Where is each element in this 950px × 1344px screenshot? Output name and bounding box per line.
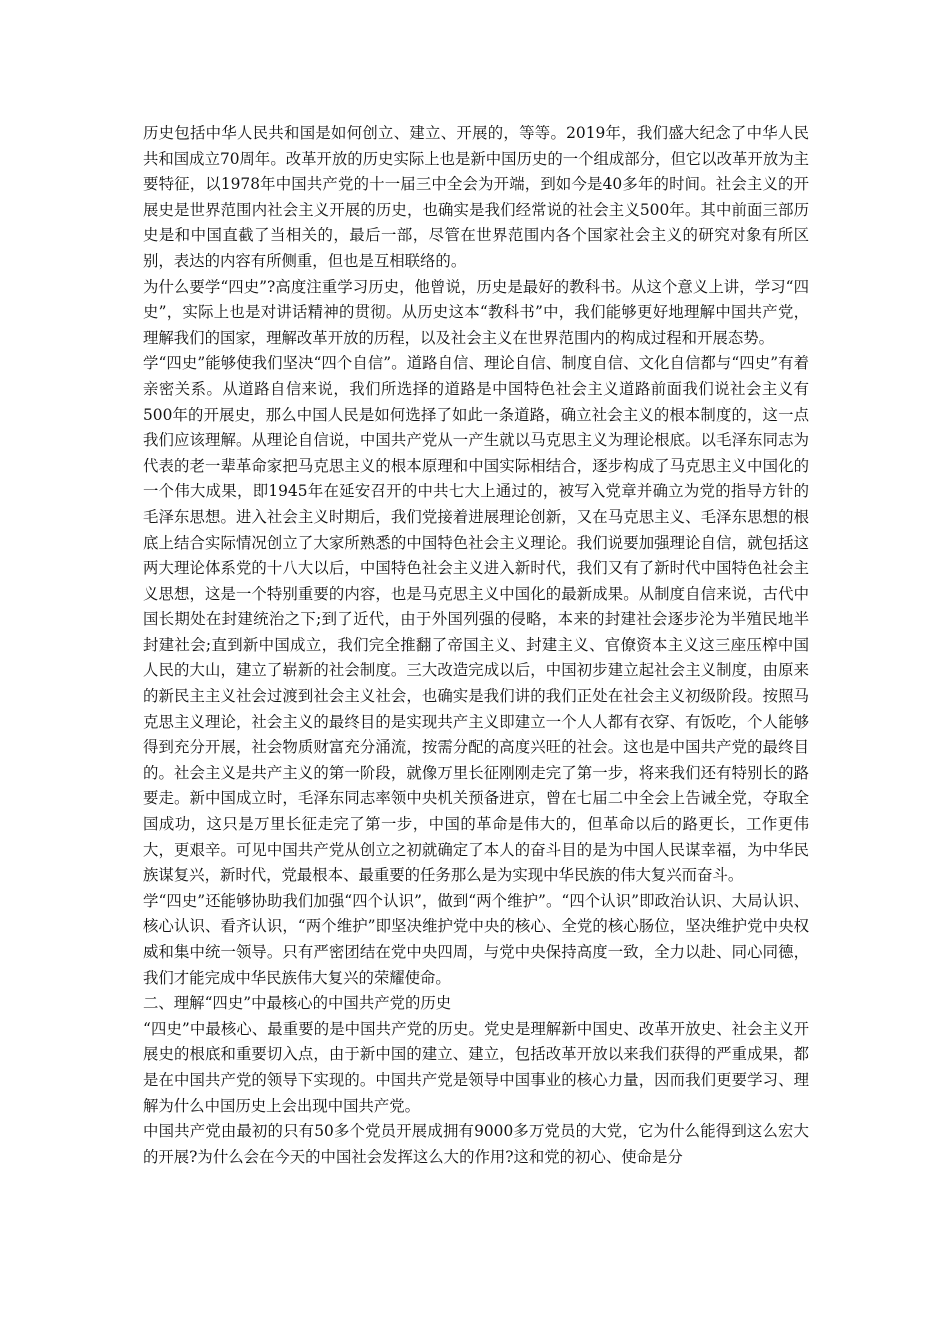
section-heading: 二、理解“四史”中最核心的中国共产党的历史 bbox=[143, 994, 452, 1013]
paragraph-3: 学“四史”能够使我们坚决“四个自信”。道路自信、理论自信、制度自信、文化自信都与“四史”有着亲密关系。从道路自信来说，我们所选择的道路是中国特色社会主义道路前面我们说社会主义有500年的开展史，那么中国人民是如何选择了如此一条道路，确立社会主义的根本制度的，这一点我们应该理解。从理论自信说，中国共产党从一产生就以马克思主义为理论根底。以毛泽东同志为代表的老一辈革命家把马克思主义的根本原理和中国实际相结合，逐步构成了马克思主义中国化的一个伟大成果，即1945年在延安召开的中共七大上通过的，被写入党章并确立为党的指导方针的毛泽东思想。进入社会主义时期后，我们党接着进展理论创新，又在马克思主义、毛泽东思想的根底上结合实际情况创立了大家所熟悉的中国特色社会主义理论。我们说要加强理论自信，就包括这两大理论体系党的十八大以后，中国特色社会主义进入新时代，我们又有了新时代中国特色社会主义思想，这是一个特别重要的内容，也是马克思主义中国化的最新成果。从制度自信来说，古代中国长期处在封建统治之下;到了近代，由于外国列强的侵略，本来的封建社会逐步沦为半殖民地半封建社会;直到新中国成立，我们完全推翻了帝国主义、封建主义、官僚资本主义这三座压榨中国人民的大山，建立了崭新的社会制度。三大改造完成以后，中国初步建立起社会主义制度，由原来的新民主主义社会过渡到社会主义社会，也确实是我们讲的我们正处在社会主义初级阶段。按照马克思主义理论，社会主义的最终目的是实现共产主义即建立一个人人都有衣穿、有饭吃，个人能够得到充分开展，社会物质财富充分涌流，按需分配的高度兴旺的社会。这也是中国共产党的最终目的。社会主义是共产主义的第一阶段，就像万里长征刚刚走完了第一步，将来我们还有特别长的路要走。新中国成立时，毛泽东同志率领中央机关预备进京，曾在七届二中全会上告诫全党，夺取全国成功，这只是万里长征走完了第一步，中国的革命是伟大的，但革命以后的路更长，工作更伟大，更艰辛。可见中国共产党从创立之初就确定了本人的奋斗目的是为中国人民谋幸福，为中华民族谋复兴，新时代，党最根本、最重要的任务那么是为实现中华民族的伟大复兴而奋斗。 bbox=[143, 354, 809, 885]
paragraph-4: 学“四史”还能够协助我们加强“四个认识”，做到“两个维护”。“四个认识”即政治认识、大局认识、核心认识、看齐认识，“两个维护”即坚决维护党中央的核心、全党的核心肠位，坚决维护党中央权威和集中统一领导。只有严密团结在党中央四周，与党中央保持高度一致，全力以赴、同心同德，我们才能完成中华民族伟大复兴的荣耀使命。 bbox=[143, 891, 809, 987]
paragraph-6: 中国共产党由最初的只有50多个党员开展成拥有9000多万党员的大党，它为什么能得到这么宏大的开展?为什么会在今天的中国社会发挥这么大的作用?这和党的初心、使命是分 bbox=[143, 1122, 809, 1166]
paragraph-1: 历史包括中华人民共和国是如何创立、建立、开展的，等等。2019年，我们盛大纪念了中华人民共和国成立70周年。改革开放的历史实际上也是新中国历史的一个组成部分，但它以改革开放为主要特征，以1978年中国共产党的十一届三中全会为开端，到如今是40多年的时间。社会主义的开展史是世界范围内社会主义开展的历史，也确实是我们经常说的社会主义500年。其中前面三部历史是和中国直截了当相关的，最后一部，尽管在世界范围内各个国家社会主义的研究对象有所区别，表达的内容有所侧重，但也是互相联络的。 bbox=[143, 124, 809, 270]
document-body bbox=[143, 121, 809, 1170]
paragraph-5: “四史”中最核心、最重要的是中国共产党的历史。党史是理解新中国史、改革开放史、社会主义开展史的根底和重要切入点，由于新中国的建立、建立，包括改革开放以来我们获得的严重成果，都是在中国共产党的领导下实现的。中国共产党是领导中国事业的核心力量，因而我们更要学习、理解为什么中国历史上会出现中国共产党。 bbox=[143, 1019, 809, 1115]
paragraph-2: 为什么要学“四史”?高度注重学习历史，他曾说，历史是最好的教科书。从这个意义上讲，学习“四史”，实际上也是对讲话精神的贯彻。从历史这本“教科书”中，我们能够更好地理解中国共产党，理解我们的国家，理解改革开放的历程，以及社会主义在世界范围内的构成过程和开展态势。 bbox=[143, 277, 809, 347]
